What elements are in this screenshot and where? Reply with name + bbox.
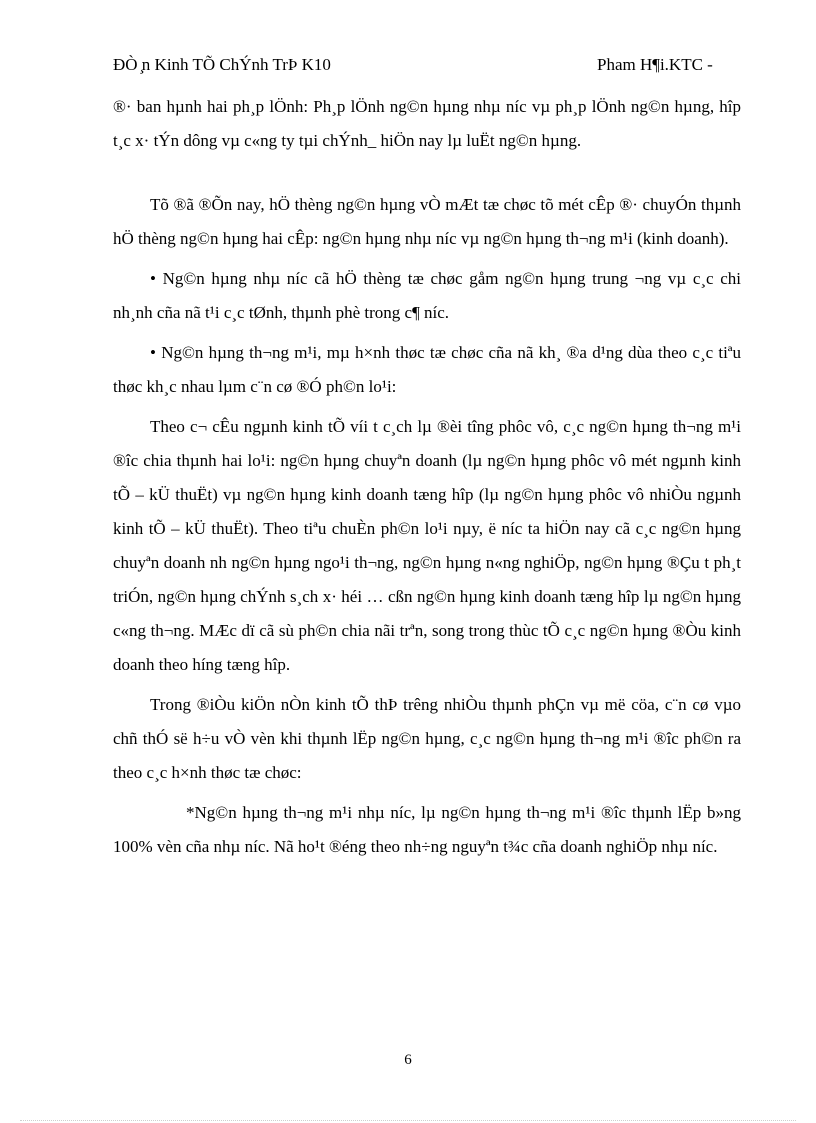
paragraph-1: ®· ban hµnh hai ph¸p lÖnh: Ph¸p lÖnh ng©n hµng nhµ níc vµ ph¸p lÖnh ng©n hµng, hîp t¸c x· tÝn dông vµ c«ng ty tµi chÝnh_ hiÖn nay lµ luËt ng©n hµng.	[113, 97, 741, 150]
body-text	[113, 90, 741, 864]
header-left-title: ĐÒ ̧n Kinh TÕ ChÝnh TrÞ K10	[113, 55, 331, 74]
bullet-paragraph-1: • Ng©n hµng nhµ níc cã hÖ thèng tæ chøc gåm ng©n hµng trung ¬ng vµ c¸c chi nh¸nh cña nã t¹i c¸c tØnh, thµnh phè trong c¶ níc.	[113, 269, 741, 322]
page-number: 6	[404, 1052, 412, 1068]
header-right-author: Pham H¶i.KTC -	[597, 55, 713, 74]
paragraph-6: Trong ®iÒu kiÖn nÒn kinh tÕ thÞ trêng nhiÒu thµnh phÇn vµ më cöa, c¨n cø vµo chñ thÓ së h÷u vÒ vèn khi thµnh lËp ng©n hµng, c¸c ng©n hµng th¬ng m¹i ®îc ph©n ra theo c¸c h×nh thøc tæ chøc:	[113, 695, 741, 782]
paragraph-2: Tõ ®ã ®Õn nay, hÖ thèng ng©n hµng vÒ mÆt tæ chøc tõ mét cÊp ®· chuyÓn thµnh hÖ thèng ng©n hµng hai cÊp: ng©n hµng nhµ níc vµ ng©n hµng th¬ng m¹i (kinh doanh).	[113, 195, 741, 248]
bullet-paragraph-2: • Ng©n hµng th¬ng m¹i, mµ h×nh thøc tæ chøc cña nã kh¸ ®a d¹ng dùa theo c¸c tiªu thøc kh¸c nhau lµm c¨n cø ®Ó ph©n lo¹i:	[113, 343, 741, 396]
paragraph-7: *Ng©n hµng th¬ng m¹i nhµ níc, lµ ng©n hµng th¬ng m¹i ®îc thµnh lËp b»ng 100% vèn cña nhµ níc. Nã ho¹t ®éng theo nh÷ng nguyªn t¾c cña doanh nghiÖp nhµ níc.	[113, 803, 741, 856]
paragraph-5: Theo c¬ cÊu ngµnh kinh tÕ víi t c¸ch lµ ®èi tîng phôc vô, c¸c ng©n hµng th¬ng m¹i ®îc chia thµnh hai lo¹i: ng©n hµng chuyªn doanh (lµ ng©n hµng phôc vô mét ngµnh kinh tÕ – kÜ thuËt) vµ ng©n hµng kinh doanh tæng hîp (lµ ng©n hµng phôc vô nhiÒu ngµnh kinh tÕ – kÜ thuËt). Theo tiªu chuÈn ph©n lo¹i nµy, ë níc ta hiÖn nay cã c¸c ng©n hµng chuyªn doanh nh ng©n hµng ngo¹i th¬ng, ng©n hµng n«ng nghiÖp, ng©n hµng ®Çu t ph¸t triÓn, ng©n hµng chÝnh s¸ch x· héi … cßn ng©n hµng kinh doanh tæng hîp lµ ng©n hµng c«ng th¬ng. MÆc dï cã sù ph©n chia nãi trªn, song trong thùc tÕ c¸c ng©n hµng ®Òu kinh doanh theo híng tæng hîp.	[113, 417, 741, 674]
page-bottom-divider	[20, 1120, 796, 1121]
